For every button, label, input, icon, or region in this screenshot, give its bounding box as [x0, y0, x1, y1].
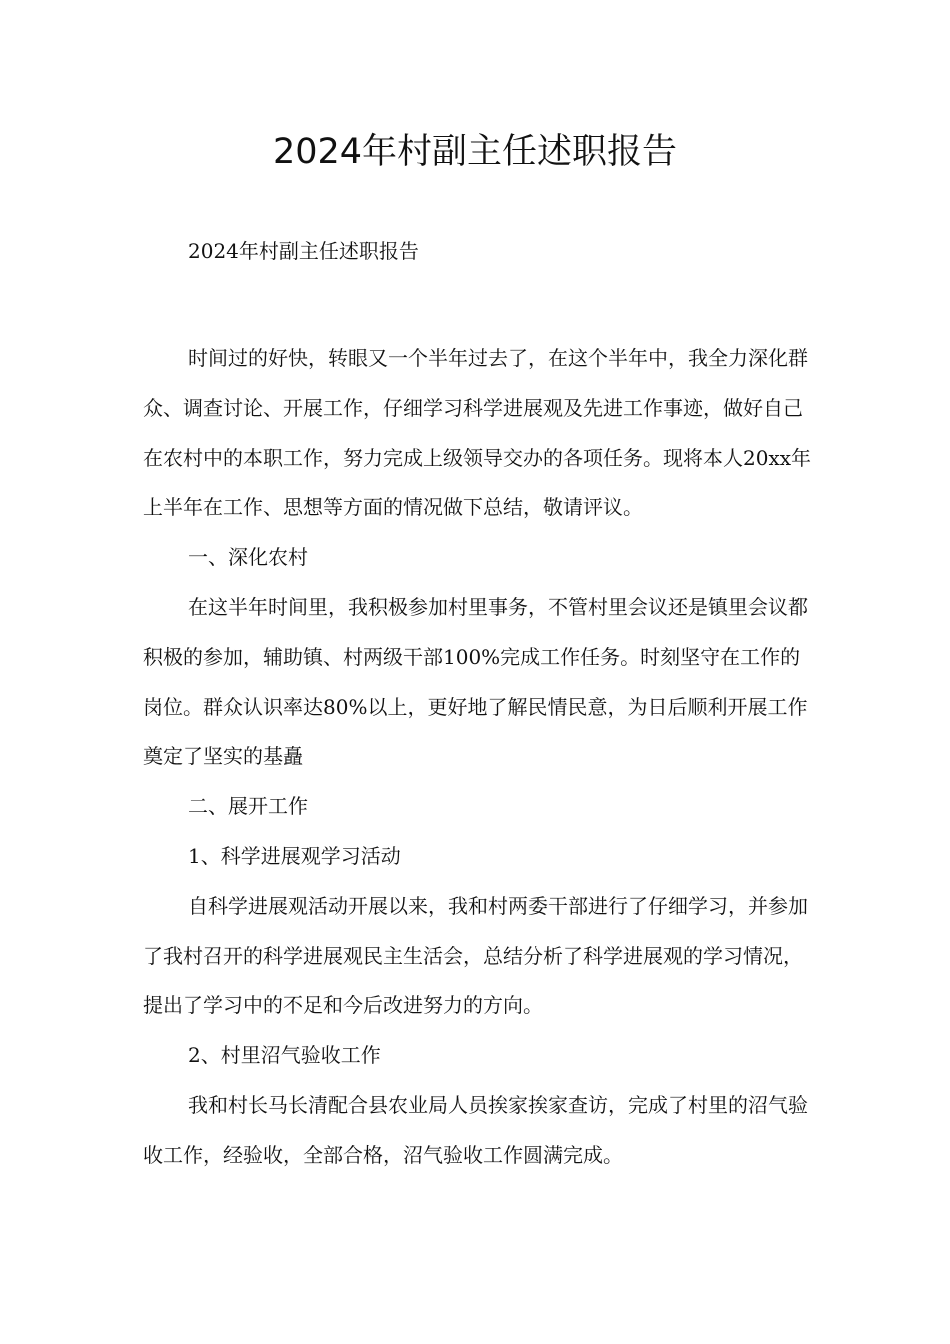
intro-paragraph: 时间过的好快，转眼又一个半年过去了，在这个半年中，我全力深化群众、调查讨论、开展工作，仔细学习科学进展观及先进工作事迹，做好自己在农村中的本职工作，努力完成上级领导交办的各项任务。现将本人20xx年上半年在工作、思想等方面的情况做下总结，敬请评议。	[143, 346, 812, 520]
subsection-heading-1: 1、科学进展观学习活动	[188, 843, 401, 868]
document-title: 2024年村副主任述职报告	[272, 132, 678, 172]
section-1-paragraph: 在这半年时间里，我积极参加村里事务，不管村里会议还是镇里会议都积极的参加，辅助镇、村两级干部100%完成工作任务。时刻坚守在工作的岗位。群众认识率达80%以上，更好地了解民情民意，为日后顺利开展工作奠定了坚实的基矗	[143, 594, 808, 769]
document-body	[143, 334, 813, 1181]
subsection-heading-2: 2、村里沼气验收工作	[188, 1043, 381, 1068]
section-heading-1: 一、深化农村	[188, 545, 308, 570]
subsection-1-paragraph: 自科学进展观活动开展以来，我和村两委干部进行了仔细学习，并参加了我村召开的科学进展观民主生活会，总结分析了科学进展观的学习情况，提出了学习中的不足和今后改进努力的方向。	[143, 893, 808, 1018]
document-subtitle: 2024年村副主任述职报告	[188, 239, 419, 263]
subsection-2-paragraph: 我和村长马长清配合县农业局人员挨家挨家查访，完成了村里的沼气验收工作，经验收，全部合格，沼气验收工作圆满完成。	[143, 1092, 808, 1167]
section-heading-2: 二、展开工作	[188, 794, 308, 819]
